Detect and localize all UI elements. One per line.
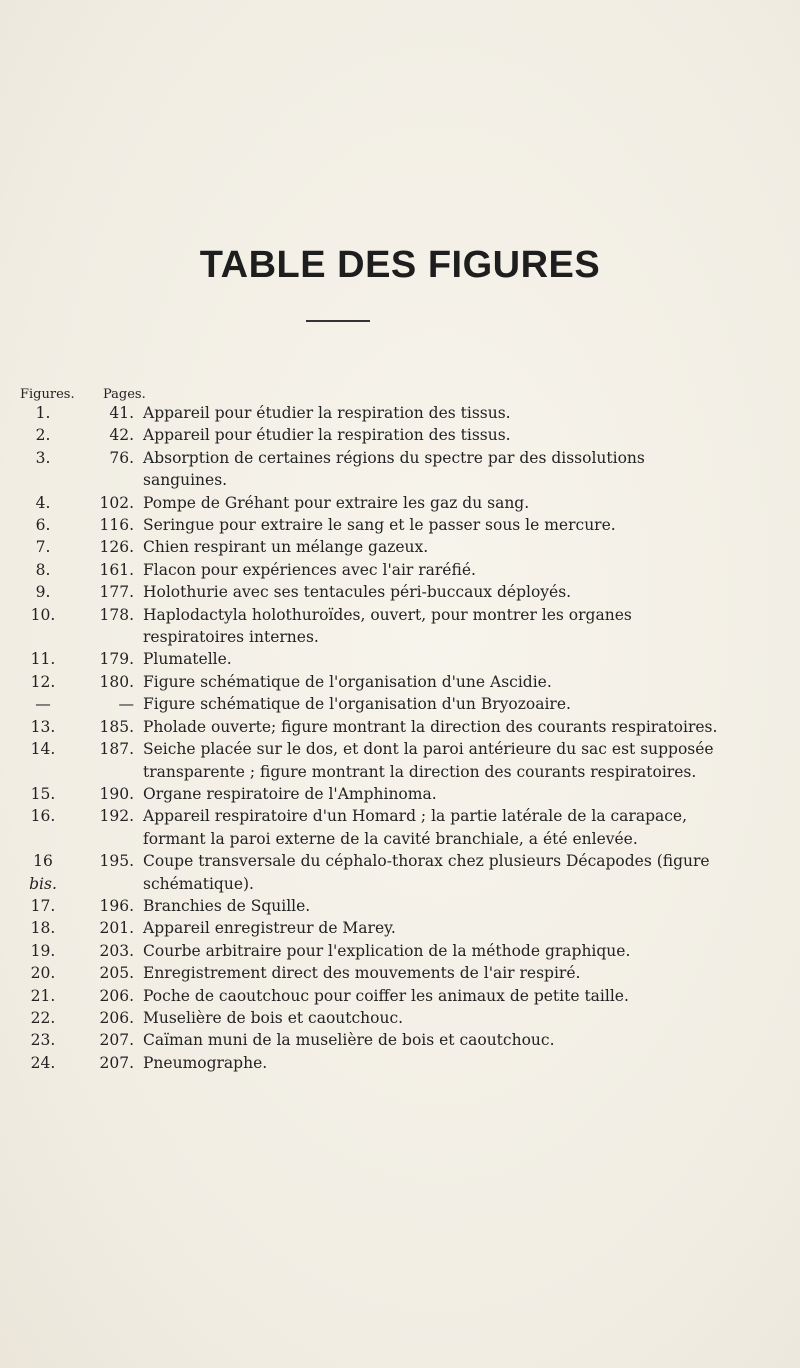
figure-number: 9. [35, 583, 51, 602]
figure-number: 11. [30, 650, 56, 669]
figure-caption: Appareil respiratoire d'un Homard ; la partie latérale de la carapace, formant la paroi externe de la cavité branchiale, a été enlevée. [143, 807, 688, 848]
figure-caption: Enregistrement direct des mouvements de l'air respiré. [143, 964, 581, 983]
figure-number: 19. [30, 941, 56, 960]
figure-number: 23. [30, 1031, 56, 1050]
table-row [20, 738, 720, 783]
table-row [20, 716, 720, 738]
figure-number: 4. [35, 493, 51, 512]
page-number: 201. [99, 919, 134, 938]
table-row [20, 962, 720, 984]
figure-caption: Pneumographe. [143, 1053, 268, 1072]
page-number: 179. [99, 650, 134, 669]
figure-caption: Absorption de certaines régions du spectre par des dissolutions sanguines. [143, 448, 645, 490]
table-row [20, 648, 720, 670]
figure-number: 18. [30, 919, 56, 938]
page-number: 195. [99, 852, 134, 871]
figure-caption: Caïman muni de la muselière de bois et caoutchouc. [143, 1031, 555, 1050]
figure-caption: Appareil pour étudier la respiration des tissus. [143, 426, 511, 445]
table-row [20, 1052, 720, 1074]
figure-number: 22. [30, 1008, 56, 1027]
page-number: 207. [99, 1053, 134, 1072]
table-row [20, 1007, 720, 1029]
figure-caption: Plumatelle. [143, 650, 232, 669]
table-header [20, 380, 720, 402]
figure-number: 16 bis. [29, 852, 57, 893]
figure-number: 8. [35, 560, 51, 579]
figure-number: 2. [35, 426, 51, 445]
page-number: 205. [99, 964, 134, 983]
page-number: 203. [99, 941, 134, 960]
page-number: 180. [99, 672, 134, 691]
table-row [20, 805, 720, 850]
figure-number: 1. [35, 404, 51, 422]
figure-number: — [35, 695, 51, 714]
table-rows [20, 402, 720, 1074]
table-row [20, 492, 720, 514]
table-row [20, 402, 720, 424]
page-number: 41. [109, 404, 134, 422]
figure-number: 17. [30, 896, 56, 915]
figure-number: 6. [35, 516, 51, 535]
figures-table [20, 380, 720, 1074]
figure-number: 3. [35, 448, 51, 467]
table-row [20, 536, 720, 558]
page-number: 178. [99, 605, 134, 624]
figure-number: 7. [35, 538, 51, 557]
page-number: 190. [99, 784, 134, 803]
table-row [20, 514, 720, 536]
figure-caption: Figure schématique de l'organisation d'un Bryozoaire. [143, 695, 571, 714]
pages-column-header: Pages. [103, 387, 146, 402]
table-row [20, 895, 720, 917]
page-number: 42. [109, 426, 134, 445]
table-row [20, 940, 720, 962]
figure-caption: Branchies de Squille. [143, 896, 311, 915]
page-title: TABLE DES FIGURES [199, 244, 601, 286]
figure-caption: Seringue pour extraire le sang et le passer sous le mercure. [143, 516, 616, 535]
table-row [20, 447, 720, 492]
figure-caption: Haplodactyla holothuroïdes, ouvert, pour montrer les organes respiratoires internes. [143, 605, 632, 647]
figure-caption: Appareil enregistreur de Marey. [143, 919, 396, 938]
figure-caption: Seiche placée sur le dos, et dont la paroi antérieure du sac est supposée transparente ; figure montrant la direction des courants respiratoires. [143, 740, 714, 781]
figure-caption: Courbe arbitraire pour l'explication de la méthode graphique. [143, 941, 631, 960]
page-number: 126. [99, 538, 134, 557]
page-number: 76. [109, 448, 134, 467]
figure-caption: Muselière de bois et caoutchouc. [143, 1008, 404, 1027]
figure-number: 12. [30, 672, 56, 691]
table-row [20, 671, 720, 693]
page-number: 206. [99, 986, 134, 1005]
page-number: 196. [99, 896, 134, 915]
figure-caption: Holothurie avec ses tentacules péri-buccaux déployés. [143, 583, 572, 602]
table-row [20, 604, 720, 649]
figure-caption: Pompe de Gréhant pour extraire les gaz du sang. [143, 493, 530, 512]
table-row [20, 424, 720, 446]
page-number: 207. [99, 1031, 134, 1050]
figure-number: 21. [30, 986, 56, 1005]
page-number: 102. [99, 493, 134, 512]
page-number: 192. [99, 807, 134, 826]
figure-caption: Appareil pour étudier la respiration des tissus. [143, 404, 511, 422]
figure-number: 15. [30, 784, 56, 803]
figures-column-header: Figures. [20, 387, 75, 402]
figure-caption: Poche de caoutchouc pour coiffer les animaux de petite taille. [143, 986, 629, 1005]
figure-number: 13. [30, 717, 56, 736]
figure-caption: Figure schématique de l'organisation d'une Ascidie. [143, 672, 552, 691]
page-number: 187. [99, 740, 134, 759]
figure-caption: Pholade ouverte; figure montrant la direction des courants respiratoires. [143, 717, 718, 736]
page-number: 206. [99, 1008, 134, 1027]
table-row [20, 1029, 720, 1051]
table-row [20, 917, 720, 939]
figure-number: 14. [30, 740, 56, 759]
page-number: — [118, 695, 134, 714]
table-row [20, 581, 720, 603]
table-row [20, 783, 720, 805]
figure-caption: Chien respirant un mélange gazeux. [143, 538, 429, 557]
page-number: 177. [99, 583, 134, 602]
figure-caption: Flacon pour expériences avec l'air raréfié. [143, 560, 476, 579]
figure-number: 10. [30, 605, 56, 624]
figure-number: 20. [30, 964, 56, 983]
table-row [20, 985, 720, 1007]
title-rule [306, 320, 370, 322]
figure-number: 16. [30, 807, 56, 826]
figure-caption: Coupe transversale du céphalo-thorax chez plusieurs Décapodes (figure schématique). [143, 852, 710, 893]
page-number: 185. [99, 717, 134, 736]
page-number: 161. [99, 560, 134, 579]
figure-number: 24. [30, 1053, 56, 1072]
figure-caption: Organe respiratoire de l'Amphinoma. [143, 784, 437, 803]
page-number: 116. [99, 516, 134, 535]
table-row [20, 850, 720, 895]
table-row [20, 693, 720, 715]
table-row [20, 559, 720, 581]
